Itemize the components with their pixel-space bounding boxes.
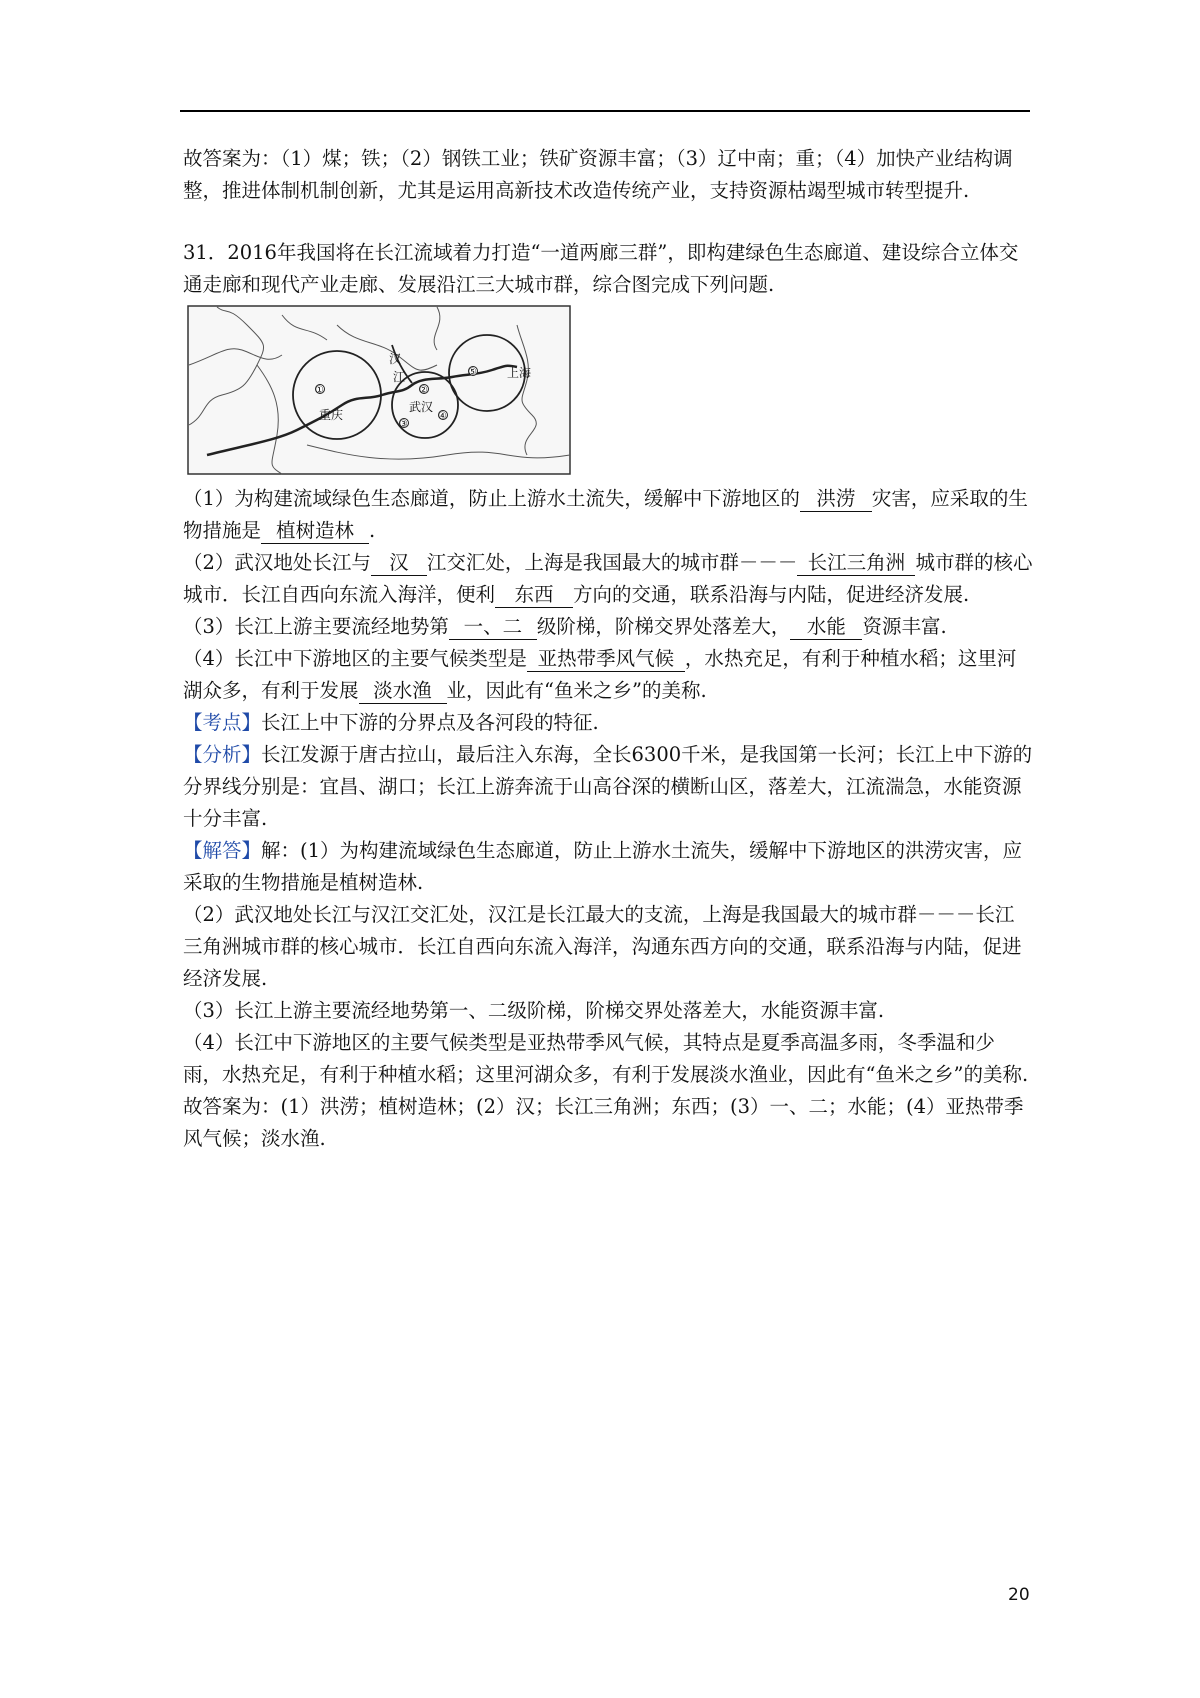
kaodian-tag: 【考点】 <box>183 711 262 734</box>
blank-answer: 亚热带季风气候 <box>527 647 685 672</box>
answer-label: 故答案为： <box>183 147 281 170</box>
part-2: （2）武汉地处长江与 汉 江交汇处，上海是我国最大的城市群－－－ 长江三角洲 城市群的核心城市．长江自西向东流入海洋，便利 东西 方向的交通，联系沿海与内陆，促进经济发展. <box>183 551 1033 606</box>
blank-answer: 水能 <box>790 615 862 640</box>
map-label-wuhan: 武汉 <box>409 400 434 414</box>
jieda-tag: 【解答】 <box>183 839 262 862</box>
jieda-section: 【解答】解：(1）为构建流域绿色生态廊道，防止上游水土流失，缓解中下游地区的洪涝灾害，应采取的生物措施是植树造林. <box>183 839 1023 894</box>
blank-answer: 汉 <box>371 551 427 576</box>
yangtze-river-map <box>187 305 571 475</box>
map-label-chongqing: 重庆 <box>319 408 344 422</box>
jieda-line: （2）武汉地处长江与汉江交汇处，汉江是长江最大的支流，上海是我国最大的城市群－－－长江三角洲城市群的核心城市．长江自西向东流入海洋，沟通东西方向的交通，联系沿海与内陆，促进经济发展. <box>183 903 1022 990</box>
map-mark-4: ④ <box>438 411 447 422</box>
part-3: （3）长江上游主要流经地势第 一、二 级阶梯，阶梯交界处落差大， 水能 资源丰富. <box>183 615 947 638</box>
map-mark-2: ② <box>419 385 428 396</box>
blank-answer: 长江三角洲 <box>797 551 915 576</box>
header-rule <box>180 110 1030 112</box>
previous-answer <box>183 143 1033 207</box>
map-mark-5: ⑤ <box>468 367 477 378</box>
blank-answer: 一、二 <box>449 615 537 640</box>
jieda-line: （4）长江中下游地区的主要气候类型是亚热带季风气候，其特点是夏季高温多雨，冬季温和少雨，水热充足，有利于种植水稻；这里河湖众多，有利于发展淡水渔业，因此有“鱼米之乡”的美称. <box>183 1031 1029 1086</box>
page-content <box>183 143 1033 1155</box>
part-4: （4）长江中下游地区的主要气候类型是 亚热带季风气候 ，水热充足，有利于种植水稻；这里河湖众多，有利于发展 淡水渔 业，因此有“鱼米之乡”的美称. <box>183 647 1017 702</box>
kaodian-section: 【考点】长江上中下游的分界点及各河段的特征. <box>183 711 599 734</box>
part-1: （1）为构建流域绿色生态廊道，防止上游水土流失，缓解中下游地区的 洪涝 灾害，应采取的生物措施是 植树造林 . <box>183 487 1028 542</box>
fenxi-tag: 【分析】 <box>183 743 262 766</box>
map-label-jiang: 江 <box>393 370 406 384</box>
blank-answer: 洪涝 <box>800 487 872 512</box>
jieda-line: （3）长江上游主要流经地势第一、二级阶梯，阶梯交界处落差大，水能资源丰富. <box>183 999 885 1022</box>
answer-text: （1）煤；铁；（2）钢铁工业；铁矿资源丰富；（3）辽中南；重；（4）加快产业结构调整，推进体制机制创新，尤其是运用高新技术改造传统产业，支持资源枯竭型城市转型提升. <box>183 147 1013 202</box>
blank-answer: 淡水渔 <box>359 679 447 704</box>
question-31-stem: 31．2016年我国将在长江流域着力打造“一道两廊三群”，即构建绿色生态廊道、建设综合立体交通走廊和现代产业走廊、发展沿江三大城市群，综合图完成下列问题. <box>183 241 1019 296</box>
map-label-shanghai: 上海 <box>507 366 532 380</box>
map-label-han: 汉 <box>389 352 402 366</box>
blank-answer: 东西 <box>495 583 573 608</box>
page-number: 20 <box>1008 1585 1030 1605</box>
blank-answer: 植树造林 <box>261 519 369 544</box>
map-mark-1: ① <box>315 385 324 396</box>
map-mark-3: ③ <box>399 419 408 430</box>
fenxi-section: 【分析】长江发源于唐古拉山，最后注入东海，全长6300千米，是我国第一长河；长江上中下游的分界线分别是：宜昌、湖口；长江上游奔流于山高谷深的横断山区，落差大，江流湍急，水能资源十分丰富. <box>183 743 1033 830</box>
final-answer: 故答案为：(1）洪涝；植树造林；(2）汉；长江三角洲；东西；(3）一、二；水能；(4）亚热带季风气候；淡水渔. <box>183 1095 1024 1150</box>
